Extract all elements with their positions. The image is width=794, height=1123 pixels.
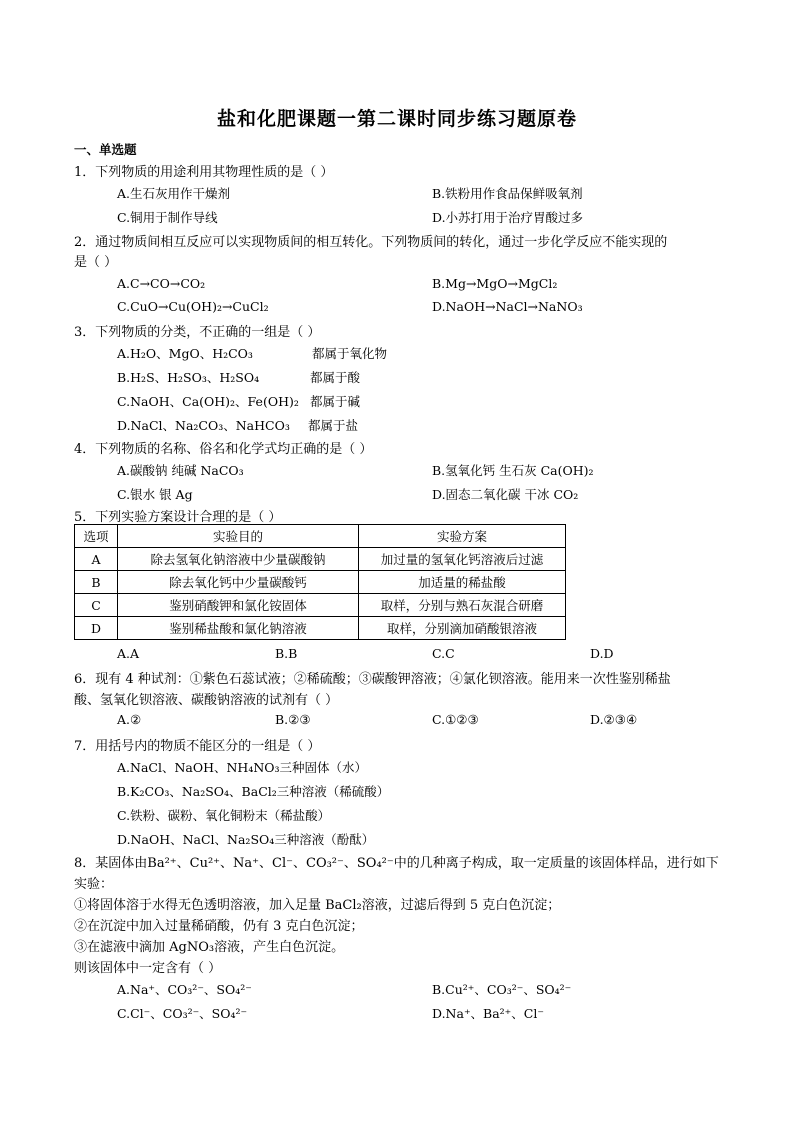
q2-option-d[interactable]: D.NaOH→NaCl→NaNO₃ bbox=[432, 299, 583, 314]
table-row bbox=[75, 548, 566, 571]
table-header-row bbox=[75, 525, 566, 548]
table-cell: 除去氢氧化钠溶液中少量碳酸钠 bbox=[118, 548, 359, 571]
experiment-table bbox=[74, 524, 566, 640]
table-row bbox=[75, 594, 566, 617]
q5-option-d[interactable]: D.D bbox=[590, 646, 614, 661]
q6-stem-line2: 酸、氢氧化钡溶液、碳酸钠溶液的试剂有（ ） bbox=[74, 693, 339, 708]
q2-option-b[interactable]: B.Mg→MgO→MgCl₂ bbox=[432, 276, 558, 291]
table-cell: D bbox=[75, 617, 118, 640]
q6-option-b[interactable]: B.②③ bbox=[275, 712, 311, 727]
q7-option-b[interactable]: B.K₂CO₃、Na₂SO₄、BaCl₂三种溶液（稀硫酸） bbox=[117, 784, 390, 799]
q3-option-a[interactable]: A.H₂O、MgO、H₂CO₃ bbox=[117, 346, 253, 361]
table-cell: 加过量的氢氧化钙溶液后过滤 bbox=[359, 548, 566, 571]
q6-option-a[interactable]: A.② bbox=[117, 712, 142, 727]
table-row bbox=[75, 571, 566, 594]
q4-option-b[interactable]: B.氢氧化钙 生石灰 Ca(OH)₂ bbox=[432, 463, 594, 478]
q7-option-c[interactable]: C.铁粉、碳粉、氧化铜粉末（稀盐酸） bbox=[117, 808, 331, 823]
q8-stem-line2: 实验： bbox=[74, 877, 114, 892]
q7-option-a[interactable]: A.NaCl、NaOH、NH₄NO₃三种固体（水） bbox=[117, 760, 368, 775]
table-cell: 鉴别稀盐酸和氯化钠溶液 bbox=[118, 617, 359, 640]
q5-option-b[interactable]: B.B bbox=[275, 646, 298, 661]
q3-option-d-category: 都属于盐 bbox=[308, 418, 359, 433]
page-title: 盐和化肥课题一第二课时同步练习题原卷 bbox=[216, 108, 577, 130]
q3-option-b[interactable]: B.H₂S、H₂SO₃、H₂SO₄ bbox=[117, 370, 260, 385]
section-heading: 一、单选题 bbox=[74, 142, 137, 157]
q3-option-d[interactable]: D.NaCl、Na₂CO₃、NaHCO₃ bbox=[117, 418, 290, 433]
q8-stem-line1: 8．某固体由Ba²⁺、Cu²⁺、Na⁺、Cl⁻、CO₃²⁻、SO₄²⁻中的几种离子构成，取一定质量的该固体样品，进行如下 bbox=[74, 856, 719, 871]
q8-option-c[interactable]: C.Cl⁻、CO₃²⁻、SO₄²⁻ bbox=[117, 1006, 248, 1021]
q6-stem-line1: 6．现有 4 种试剂：①紫色石蕊试液；②稀硫酸；③碳酸钾溶液；④氯化钡溶液。能用来一次性鉴别稀盐 bbox=[74, 672, 671, 687]
table-cell: 取样，分别与熟石灰混合研磨 bbox=[359, 594, 566, 617]
q7-stem: 7．用括号内的物质不能区分的一组是（ ） bbox=[74, 739, 321, 754]
q4-option-d[interactable]: D.固态二氧化碳 干冰 CO₂ bbox=[432, 487, 579, 502]
q8-option-b[interactable]: B.Cu²⁺、CO₃²⁻、SO₄²⁻ bbox=[432, 982, 572, 997]
table-cell: 除去氧化钙中少量碳酸钙 bbox=[118, 571, 359, 594]
q1-option-b[interactable]: B.铁粉用作食品保鲜吸氧剂 bbox=[432, 186, 583, 201]
q8-option-a[interactable]: A.Na⁺、CO₃²⁻、SO₄²⁻ bbox=[117, 982, 252, 997]
q6-option-d[interactable]: D.②③④ bbox=[590, 712, 638, 727]
q4-stem: 4．下列物质的名称、俗名和化学式均正确的是（ ） bbox=[74, 442, 373, 457]
q2-stem-line1: 2．通过物质间相互反应可以实现物质间的相互转化。下列物质间的转化，通过一步化学反应不能实现的 bbox=[74, 235, 668, 250]
table-header-cell: 实验目的 bbox=[118, 525, 359, 548]
q8-step-2: ②在沉淀中加入过量稀硝酸，仍有 3 克白色沉淀； bbox=[74, 919, 364, 934]
q8-stem-line3: 则该固体中一定含有（ ） bbox=[74, 961, 222, 976]
q3-option-c[interactable]: C.NaOH、Ca(OH)₂、Fe(OH)₂ bbox=[117, 394, 299, 409]
q4-option-a[interactable]: A.碳酸钠 纯碱 NaCO₃ bbox=[117, 463, 244, 478]
table-cell: C bbox=[75, 594, 118, 617]
q2-option-c[interactable]: C.CuO→Cu(OH)₂→CuCl₂ bbox=[117, 299, 269, 314]
table-cell: 鉴别硝酸钾和氯化铵固体 bbox=[118, 594, 359, 617]
table-cell: 取样，分别滴加硝酸银溶液 bbox=[359, 617, 566, 640]
q5-option-c[interactable]: C.C bbox=[432, 646, 455, 661]
q3-option-a-category: 都属于氧化物 bbox=[312, 346, 388, 361]
q6-option-c[interactable]: C.①②③ bbox=[432, 712, 479, 727]
table-header-cell: 选项 bbox=[75, 525, 118, 548]
q1-stem: 1．下列物质的用途利用其物理性质的是（ ） bbox=[74, 165, 334, 180]
q1-option-c[interactable]: C.铜用于制作导线 bbox=[117, 210, 218, 225]
q5-stem: 5．下列实验方案设计合理的是（ ） bbox=[74, 510, 282, 525]
q1-option-a[interactable]: A.生石灰用作干燥剂 bbox=[117, 186, 231, 201]
q7-option-d[interactable]: D.NaOH、NaCl、Na₂SO₄三种溶液（酚酞） bbox=[117, 832, 375, 847]
q1-option-d[interactable]: D.小苏打用于治疗胃酸过多 bbox=[432, 210, 584, 225]
table-cell: B bbox=[75, 571, 118, 594]
q8-option-d[interactable]: D.Na⁺、Ba²⁺、Cl⁻ bbox=[432, 1006, 544, 1021]
q3-option-b-category: 都属于酸 bbox=[310, 370, 361, 385]
q3-stem: 3．下列物质的分类，不正确的一组是（ ） bbox=[74, 325, 321, 340]
q5-option-a[interactable]: A.A bbox=[117, 646, 140, 661]
table-cell: A bbox=[75, 548, 118, 571]
table-cell: 加适量的稀盐酸 bbox=[359, 571, 566, 594]
q2-option-a[interactable]: A.C→CO→CO₂ bbox=[117, 276, 206, 291]
q3-option-c-category: 都属于碱 bbox=[310, 394, 361, 409]
q2-stem-line2: 是（ ） bbox=[74, 255, 118, 270]
q8-step-1: ①将固体溶于水得无色透明溶液，加入足量 BaCl₂溶液，过滤后得到 5 克白色沉淀； bbox=[74, 898, 561, 913]
q4-option-c[interactable]: C.银水 银 Ag bbox=[117, 487, 193, 502]
table-row bbox=[75, 617, 566, 640]
q8-step-3: ③在滤液中滴加 AgNO₃溶液，产生白色沉淀。 bbox=[74, 940, 345, 955]
table-header-cell: 实验方案 bbox=[359, 525, 566, 548]
